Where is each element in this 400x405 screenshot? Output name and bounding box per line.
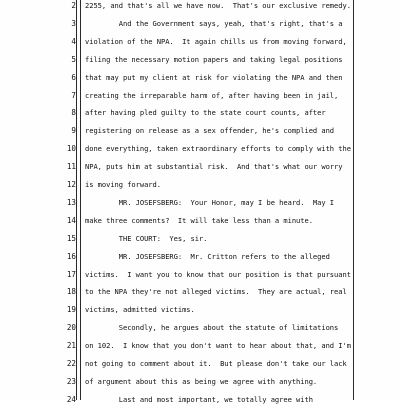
line-text: after having pled guilty to the state court counts, after	[85, 108, 326, 118]
line-number: 19	[66, 305, 76, 315]
line-text: Secondly, he argues about the statute of limitations	[85, 323, 339, 333]
line-text: MR. JOSEFSBERG: Your Honor, may I be heard. May I	[85, 197, 335, 207]
line-text: to the NPA they're not alleged victims. They are actual, real	[85, 287, 347, 297]
line-text: of argument about this as being we agree with anything.	[85, 376, 318, 386]
line-text: victims. I want you to know that our position is that pursuant	[85, 269, 351, 279]
line-number: 4	[71, 36, 76, 46]
line-number: 6	[71, 72, 76, 82]
line-text: NPA, puts him at substantial risk. And that's what our worry	[85, 162, 343, 172]
line-text: not going to comment about it. But please don't take our lack	[85, 359, 347, 368]
line-text: that may put my client at risk for violating the NPA and then	[85, 72, 343, 82]
line-number: 12	[66, 180, 76, 189]
line-number: 16	[66, 251, 76, 261]
line-number: 2	[71, 1, 76, 10]
line-text: creating the irreparable harm of, after having been in jail,	[85, 90, 339, 100]
line-number: 9	[71, 126, 76, 136]
line-number: 13	[66, 197, 76, 207]
line-text: MR. JOSEFSBERG: Mr. Critton refers to the alleged	[85, 251, 330, 261]
line-number: 7	[71, 90, 76, 100]
left-margin-rule-outer	[76, 0, 77, 400]
line-number: 17	[66, 269, 76, 279]
line-number: 21	[66, 341, 76, 351]
line-text: victims, admitted victims.	[85, 305, 195, 315]
line-number: 18	[66, 287, 76, 297]
line-text: is moving forward.	[85, 180, 161, 189]
line-number: 5	[71, 54, 76, 64]
line-text: THE COURT: Yes, sir.	[85, 233, 208, 243]
line-number: 22	[66, 359, 76, 368]
line-text: violation of the NPA. It again chills us from moving forward,	[85, 36, 347, 46]
line-number: 10	[66, 144, 76, 154]
line-text: Last and most important, we totally agree with	[85, 394, 313, 404]
line-text: filing the necessary motion papers and taking legal positions	[85, 54, 343, 64]
line-number: 11	[66, 162, 76, 172]
line-text: registering on release as a sex offender, he's complied and	[85, 126, 335, 136]
right-margin-rule	[353, 0, 354, 400]
line-number: 24	[66, 394, 76, 404]
line-number: 14	[66, 215, 76, 225]
line-number: 20	[66, 323, 76, 333]
line-number: 8	[71, 108, 76, 118]
line-text: make three comments? It will take less than a minute.	[85, 215, 313, 225]
line-number: 15	[66, 233, 76, 243]
line-text: 2255, and that's all we have now. That's our exclusive remedy.	[85, 1, 351, 10]
line-text: on 102. I know that you don't want to hear about that, and I'm	[85, 341, 351, 351]
line-text: done everything, taken extraordinary efforts to comply with the	[85, 144, 351, 154]
line-number: 23	[66, 376, 76, 386]
line-text: And the Government says, yeah, that's right, that's a	[85, 18, 343, 28]
line-number: 3	[71, 18, 76, 28]
left-margin-rule-inner	[80, 0, 81, 400]
